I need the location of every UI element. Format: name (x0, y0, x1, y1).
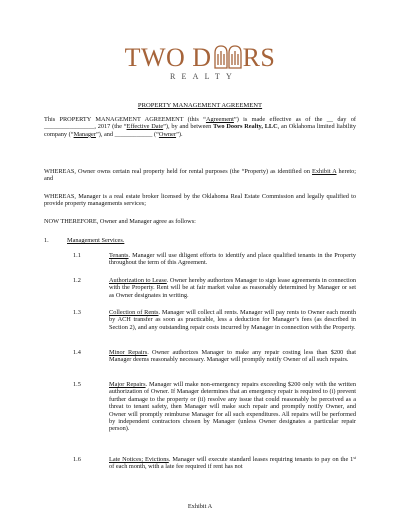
intro-text: This PROPERTY MANAGEMENT AGREEMENT (this “ (44, 116, 206, 123)
clause-number: 1.5 (73, 381, 81, 388)
whereas-text: hereto; and (44, 168, 357, 183)
clause-text: of each month, with a late fee required if rent has not (109, 463, 243, 471)
clause-number: 1.3 (73, 309, 81, 316)
clause-title: Late Notices; Evictions (109, 456, 169, 463)
whereas-paragraph-1 (44, 168, 356, 183)
ordinal-suffix: st (353, 455, 356, 460)
clause-body (109, 309, 356, 331)
clause-text: . Manager will execute standard leases requiring tenants to pay on the 1 (168, 456, 354, 463)
section-title: Management Services. (67, 237, 125, 244)
clause-number: 1.4 (73, 349, 81, 356)
clause-text: . Owner authorizes Manager to make any repair costing less than $200 that Manager deems reasonably necessary. Manager will promptly notify Owner of all such repairs. (109, 349, 356, 364)
clause-number: 1.1 (73, 252, 81, 259)
intro-text: ”), by and between (163, 123, 214, 131)
defined-term-agreement: Agreement (205, 116, 234, 123)
clause-title: Major Repairs (109, 381, 146, 388)
page-footer: Exhibit A (187, 503, 213, 510)
whereas-paragraph-2: WHEREAS, Manager is a real estate broker licensed by the Oklahoma Real Estate Commission and legally qualified to provide property managements services; (44, 193, 356, 208)
intro-text: ”) is made effective as of the __ day of ________________, 2017 (the “ (44, 116, 356, 131)
clause-text: . Manager will make non-emergency repairs exceeding $200 only with the written authorization of Owner. If Manager determines that an emergency repair is required to (i) prevent further damage to the property or (ii) resolve any issue that could reasonably be perceived as a threat to tenant safety, then Manager will make such repair and promptly notify Owner, and Owner will promptly reimburse Manager for all such expenditures. All repairs will be performed by independent contractors chosen by Manager (unless Owner designates a particular repair person). (109, 381, 356, 433)
company-logo (0, 44, 400, 82)
clause-body (109, 252, 356, 267)
clause-title: Collection of Rents (109, 309, 159, 316)
section-number: 1. (44, 237, 49, 244)
double-door-icon (214, 45, 242, 69)
now-therefore-paragraph: NOW THEREFORE, Owner and Manager agree as follows: (44, 218, 196, 225)
defined-term-manager: Manager (73, 130, 96, 138)
intro-text: ”). (176, 130, 183, 138)
intro-text: ”), and ____________ (“ (95, 130, 159, 138)
intro-text: , an Oklahoma limited liability company (“ (44, 123, 356, 138)
intro-paragraph (44, 116, 356, 138)
logo-word-two-d: TWO D (124, 43, 212, 72)
clause-body (109, 456, 356, 471)
clause-body (109, 277, 356, 299)
exhibit-reference: Exhibit A (312, 168, 337, 175)
clause-title: Tenants (109, 252, 129, 259)
clause-text: . Manager will use diligent efforts to identify and place qualified tenants in the Property throughout the term of this Agreement. (109, 252, 356, 267)
clause-body (109, 381, 356, 433)
clause-title: Minor Repairs (109, 349, 148, 356)
logo-word-rs: RS (242, 43, 276, 72)
defined-term-effective-date: Effective Date (126, 123, 164, 131)
clause-number: 1.2 (73, 277, 81, 284)
logo-subtitle: REALTY (169, 72, 239, 81)
defined-term-owner: Owner (158, 130, 177, 138)
company-name: Two Doors Realty, LLC (213, 123, 278, 131)
clause-text: . Owner hereby authorizes Manager to sign lease agreements in connection with the Property. Rent will be at fair market value as reasonably determined by Manager or set as Owner designates in writing. (109, 277, 356, 299)
clause-body (109, 349, 356, 364)
logo-wordmark (125, 44, 276, 72)
document-title: PROPERTY MANAGEMENT AGREEMENT (137, 102, 263, 109)
clause-text: . Manager will collect all rents. Manager will pay rents to Owner each month by ACH transfer as soon as practicable, less a deduction for Manager’s fees (as described in Section 2), and any outstanding repair costs incurred by Manager in connection with the Property. (109, 309, 356, 331)
whereas-text: WHEREAS, Owner owns certain real property held for rental purposes (the “Property) as identified on (44, 168, 313, 175)
clause-title: Authorization to Lease (109, 277, 167, 284)
clause-number: 1.6 (73, 456, 81, 463)
